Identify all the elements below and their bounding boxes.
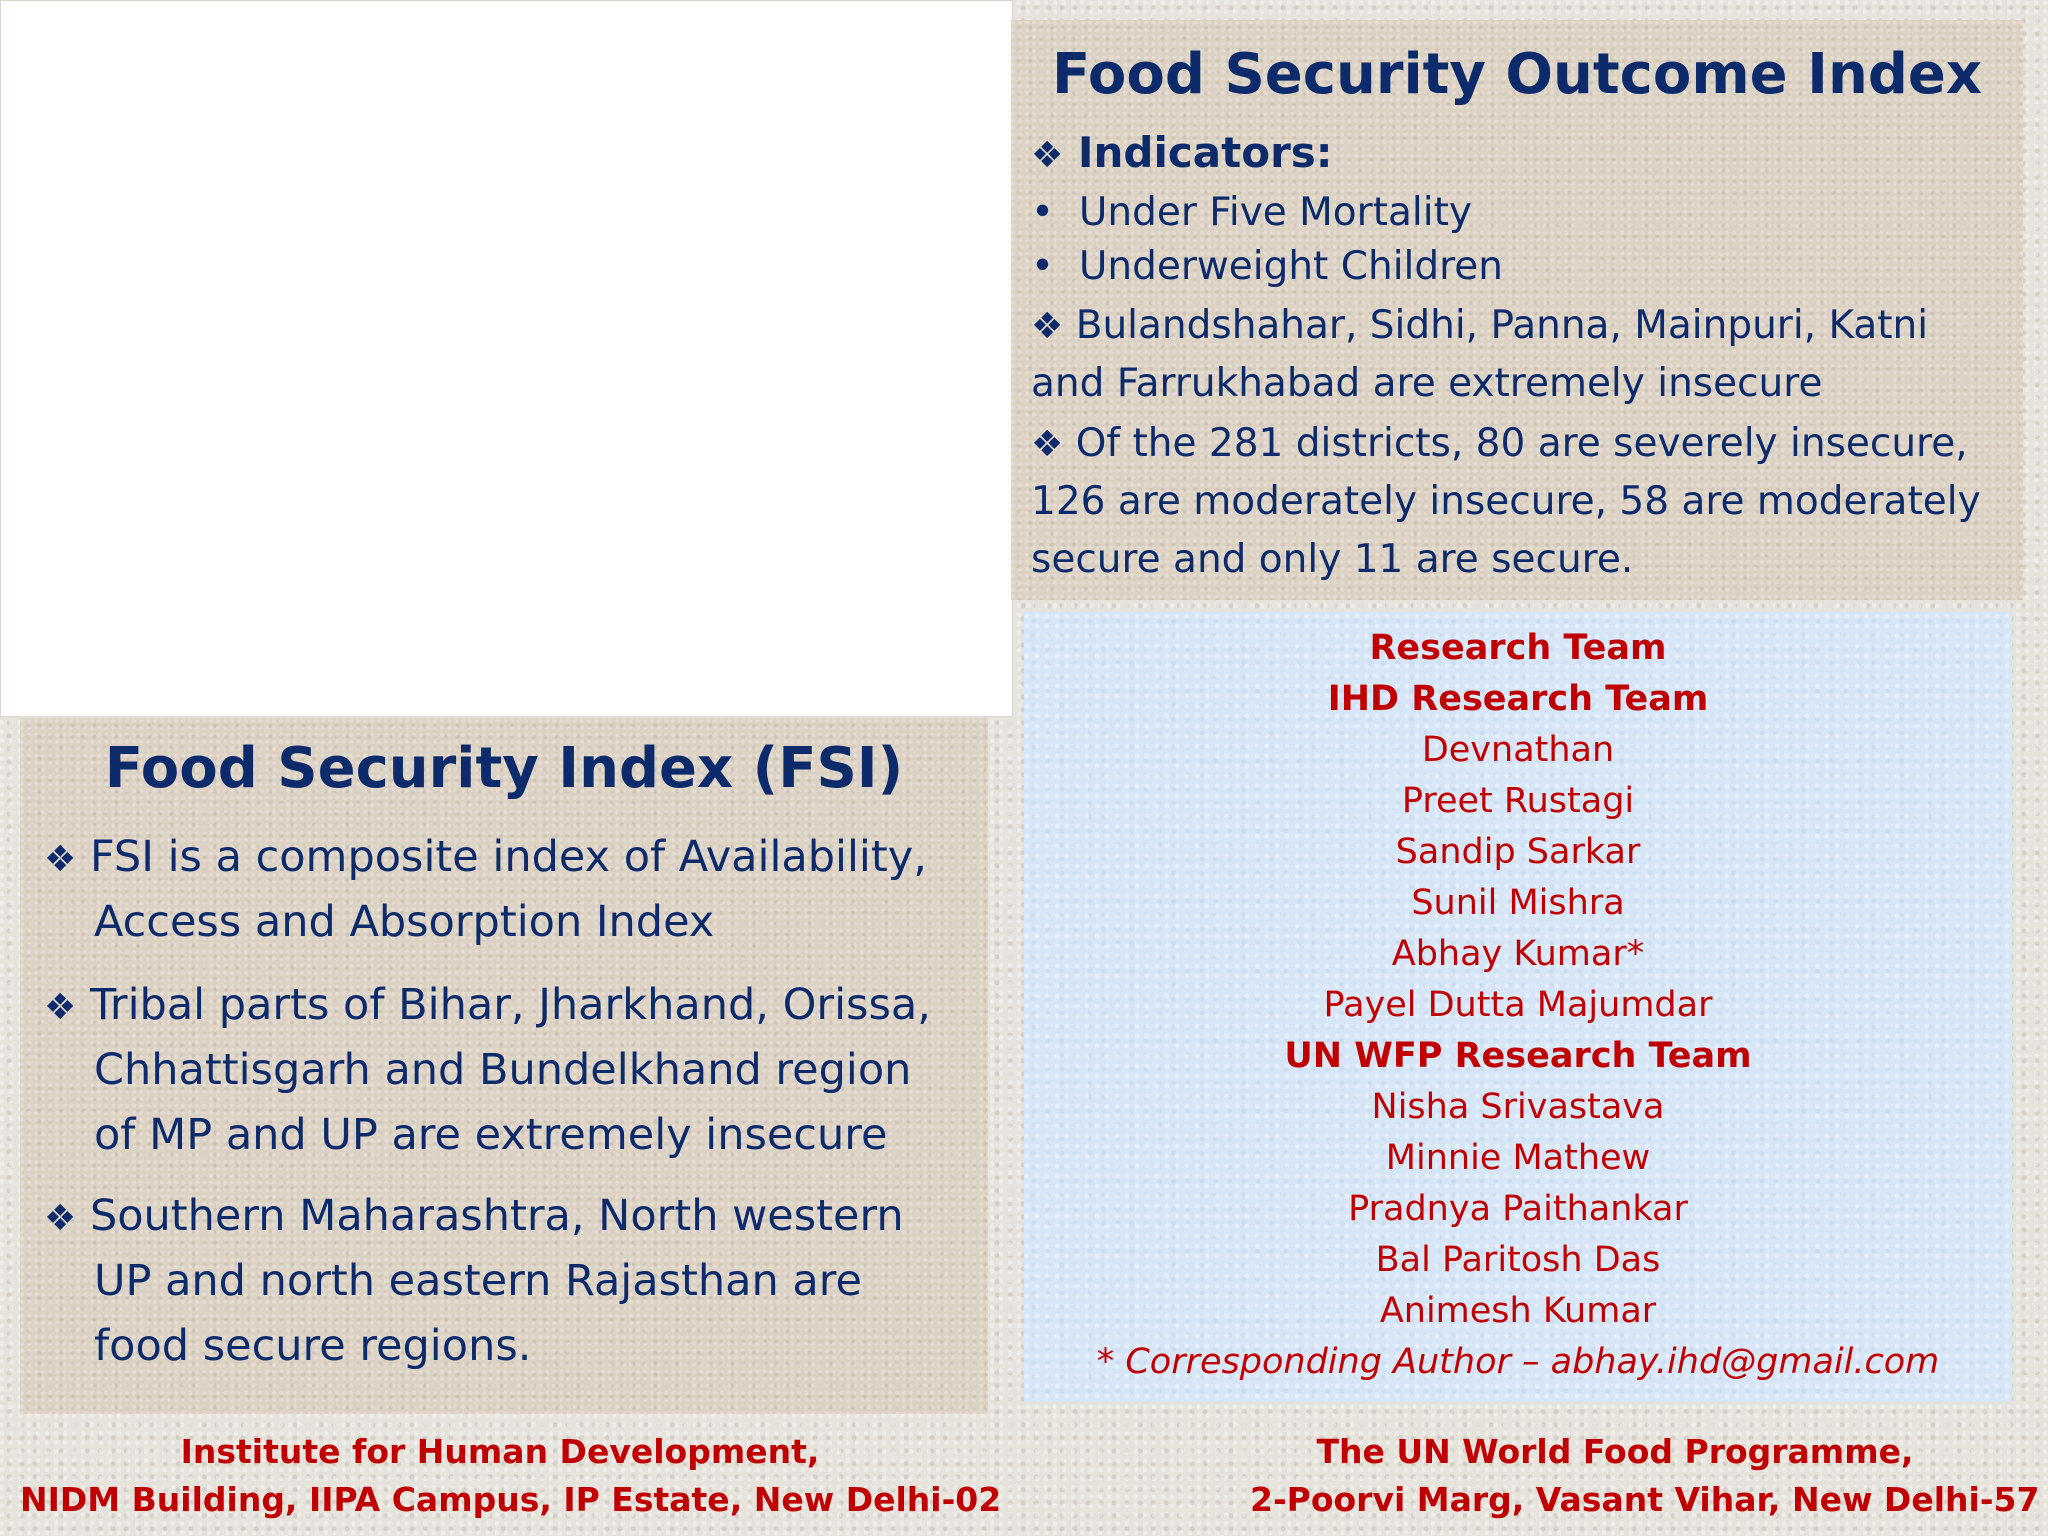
team-member: Minnie Mathew <box>1385 1138 1651 1178</box>
fsi-point-3-line-2: UP and north eastern Rajasthan are <box>94 1256 862 1306</box>
blank-map-area <box>0 0 1013 717</box>
outcome-point-2-line-1: ❖ Of the 281 districts, 80 are severely insecure, <box>1031 421 1968 466</box>
team-member: Sandip Sarkar <box>1395 832 1641 872</box>
team-member: Sunil Mishra <box>1411 883 1625 923</box>
footer-right-line-1: The UN World Food Programme, <box>1316 1432 1914 1471</box>
diamond-bullet-icon: ❖ <box>44 1198 77 1239</box>
team-member: Preet Rustagi <box>1401 781 1635 821</box>
fsi-point-3-line-1: ❖ Southern Maharashtra, North western <box>44 1191 904 1241</box>
footer-left-line-2: NIDM Building, IIPA Campus, IP Estate, New Delhi-02 <box>20 1480 1002 1519</box>
bullet-icon: • <box>1031 190 1067 235</box>
outcome-point-2-line-3: secure and only 11 are secure. <box>1031 537 1634 582</box>
fsi-point-1-line-2: Access and Absorption Index <box>94 897 715 947</box>
fsi-title: Food Security Index (FSI) <box>104 736 904 801</box>
outcome-index-title: Food Security Outcome Index <box>1051 42 1983 107</box>
team-member: Devnathan <box>1421 730 1615 770</box>
diamond-bullet-icon: ❖ <box>44 987 77 1028</box>
indicators-heading: Indicators: <box>1077 128 1333 177</box>
outcome-point-1-line-1: ❖ Bulandshahar, Sidhi, Panna, Mainpuri, Katni <box>1031 303 1929 348</box>
team-member: Payel Dutta Majumdar <box>1323 985 1713 1025</box>
fsi-point-2-line-3: of MP and UP are extremely insecure <box>94 1110 888 1160</box>
indicators-heading-line <box>1031 128 1333 177</box>
footer-left-line-1: Institute for Human Development, <box>180 1432 820 1471</box>
outcome-point-2-line-2: 126 are moderately insecure, 58 are moderately <box>1031 479 1981 524</box>
diamond-bullet-icon: ❖ <box>1031 306 1064 347</box>
bullet-icon: • <box>1031 244 1067 289</box>
diamond-bullet-icon: ❖ <box>44 839 77 880</box>
fsi-point-2-line-1: ❖ Tribal parts of Bihar, Jharkhand, Orissa, <box>44 980 931 1030</box>
team-member: Nisha Srivastava <box>1371 1087 1665 1127</box>
footer-right-line-2: 2-Poorvi Marg, Vasant Vihar, New Delhi-57 <box>1250 1480 2040 1519</box>
outcome-point-1-line-2: and Farrukhabad are extremely insecure <box>1031 361 1823 406</box>
ihd-team-heading: IHD Research Team <box>1327 679 1709 719</box>
research-team-heading: Research Team <box>1369 628 1667 668</box>
fsi-point-2-line-2: Chhattisgarh and Bundelkhand region <box>94 1045 912 1095</box>
wfp-team-heading: UN WFP Research Team <box>1284 1036 1752 1076</box>
indicator-item: • Under Five Mortality <box>1031 190 1472 235</box>
team-member: Abhay Kumar* <box>1391 934 1645 974</box>
fsi-point-3-line-3: food secure regions. <box>94 1321 532 1371</box>
team-member: Pradnya Paithankar <box>1348 1189 1688 1229</box>
team-member: Bal Paritosh Das <box>1375 1240 1661 1280</box>
fsi-point-1-line-1: ❖ FSI is a composite index of Availability, <box>44 832 927 882</box>
diamond-bullet-icon: ❖ <box>1031 424 1064 465</box>
diamond-bullet-icon: ❖ <box>1031 135 1064 176</box>
corresponding-author: * Corresponding Author – abhay.ihd@gmail.com <box>1096 1342 1940 1382</box>
indicator-item: • Underweight Children <box>1031 244 1504 289</box>
team-member: Animesh Kumar <box>1379 1291 1657 1331</box>
